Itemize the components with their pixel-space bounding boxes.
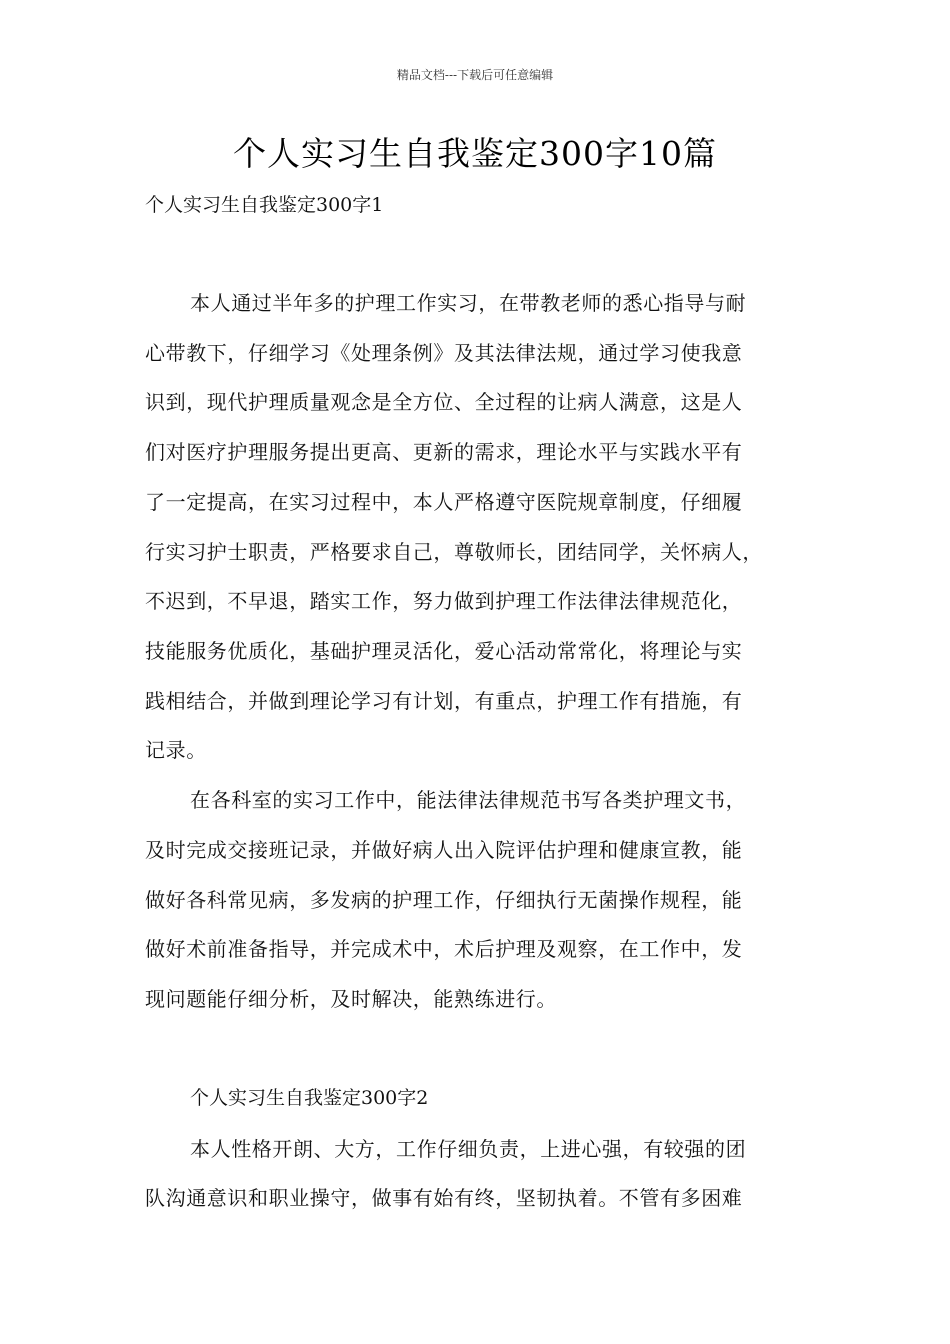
paragraph-line: 心带教下，仔细学习《处理条例》及其法律法规，通过学习使我意 — [145, 341, 743, 365]
paragraph-line: 不迟到，不早退，踏实工作，努力做到护理工作法律法律规范化， — [145, 589, 743, 613]
section-heading-2: 个人实习生自我鉴定300字2 — [190, 1087, 429, 1109]
paragraph-line: 践相结合，并做到理论学习有计划，有重点，护理工作有措施，有 — [145, 689, 743, 713]
paragraph-line: 了一定提高，在实习过程中，本人严格遵守医院规章制度，仔细履 — [145, 490, 743, 514]
header-note: 精品文档---下载后可任意编辑 — [396, 68, 554, 82]
section-heading-1: 个人实习生自我鉴定300字1 — [145, 194, 384, 216]
paragraph-line: 技能服务优质化，基础护理灵活化，爱心活动常常化，将理论与实 — [145, 639, 743, 663]
paragraph-line: 在各科室的实习工作中，能法律法律规范书写各类护理文书， — [190, 788, 747, 812]
paragraph-line: 做好术前准备指导，并完成术中，术后护理及观察，在工作中，发 — [145, 937, 743, 961]
document-title: 个人实习生自我鉴定300字10篇 — [233, 134, 717, 173]
paragraph-line: 记录。 — [145, 738, 207, 762]
paragraph-line: 队沟通意识和职业操守，做事有始有终，坚韧执着。不管有多困难 — [145, 1186, 743, 1210]
paragraph-line: 本人通过半年多的护理工作实习，在带教老师的悉心指导与耐 — [190, 291, 747, 315]
paragraph-line: 现问题能仔细分析，及时解决，能熟练进行。 — [145, 987, 557, 1011]
paragraph-line: 及时完成交接班记录，并做好病人出入院评估护理和健康宣教，能 — [145, 838, 743, 862]
paragraph-line: 做好各科常见病，多发病的护理工作，仔细执行无菌操作规程，能 — [145, 888, 743, 912]
paragraph-line: 识到，现代护理质量观念是全方位、全过程的让病人满意，这是人 — [145, 390, 743, 414]
paragraph-line: 行实习护士职责，严格要求自己，尊敬师长，团结同学，关怀病人， — [145, 540, 763, 564]
paragraph-line: 们对医疗护理服务提出更高、更新的需求，理论水平与实践水平有 — [145, 440, 743, 464]
paragraph-line: 本人性格开朗、大方，工作仔细负责，上进心强，有较强的团 — [190, 1137, 747, 1161]
